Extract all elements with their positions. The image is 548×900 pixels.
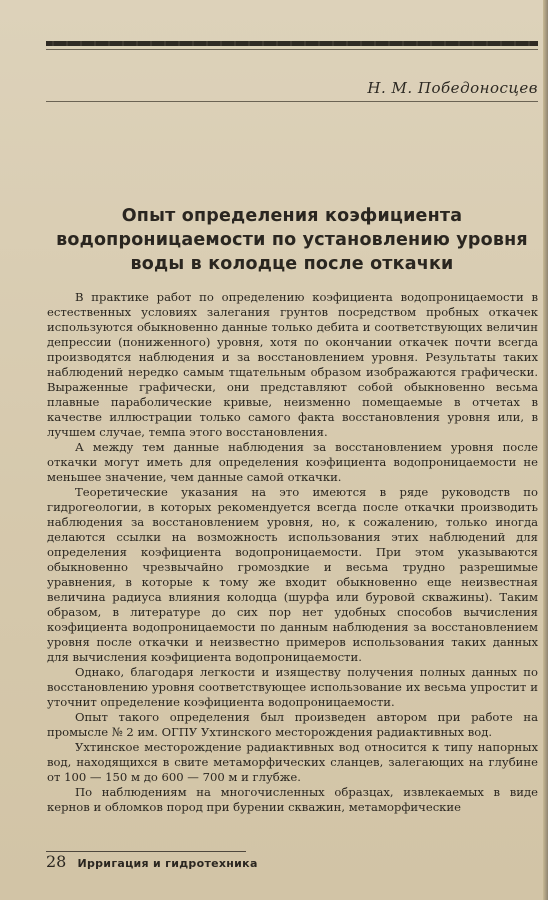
author-name: Н. М. Победоносцев <box>367 79 538 97</box>
paragraph: В практике работ по определению коэфициента водопроницаемости в естественных условиях залегания грунтов посредством пробных откачек используются обыкновенно данные только дебита и соответствующих величин депрессии (пониженного) уровня, хотя по окончании откачек почти всегда производятся наблюдения и за восстановлением уровня. Результаты таких наблюдений нередко самым тщательным образом изображаются графически. Выраженные графически, они представляют собой обыкновенно весьма плавные параболические кривые, неизменно помещаемые в отчетах в качестве иллюстрации только самого факта восстановления уровня или, в лучшем случае, темпа этого восстановления. <box>47 290 538 439</box>
paragraph: Однако, благодаря легкости и изяществу получения полных данных по восстановлению уровня соответствующее использование их весьма упростит и уточнит определение коэфициента водопроницаемости. <box>47 665 538 709</box>
article-title: Опыт определения коэфициента водопроницаемости по установлению уровня воды в колодце после откачки <box>56 206 528 274</box>
paragraph: Теоретические указания на это имеются в ряде руководств по гидрогеологии, в которых рекомендуется всегда после откачки производить наблюдения за восстановлением уровня, но, к сожалению, только иногда делаются ссылки на возможность использования этих наблюдений для определения коэфициента водопроницаемости. При этом указываются обыкновенно чрезвычайно громоздкие и весьма трудно разрешимые уравнения, в которые к тому же входит обыкновенно еще неизвестная величина радиуса влияния колодца (шурфа или буровой скважины). Таким образом, в литературе до сих пор нет удобных способов вычисления коэфициента водопроницаемости по данным наблюдения за восстановлением уровня после откачки и неизвестно примеров использования таких данных для вычисления коэфициента водопроницаемости. <box>47 485 538 664</box>
page-number: 28 <box>46 852 67 871</box>
header-rule <box>46 41 538 46</box>
page-edge-shadow <box>543 0 548 900</box>
author-rule <box>46 101 538 102</box>
journal-name: Ирригация и гидротехника <box>77 857 258 870</box>
paragraph: Опыт такого определения был произведен автором при работе на промысле № 2 им. ОГПУ Ухтинского месторождения радиактивных вод. <box>47 710 538 739</box>
article-body <box>47 290 538 815</box>
paragraph: А между тем данные наблюдения за восстановлением уровня после откачки могут иметь для определения коэфициента водопроницаемости не меньшее значение, чем данные самой откачки. <box>47 440 538 484</box>
paragraph: Ухтинское месторождение радиактивных вод относится к типу напорных вод, находящихся в свите метаморфических сланцев, залегающих на глубине от 100 — 150 м до 600 — 700 м и глубже. <box>47 740 538 784</box>
paragraph: По наблюдениям на многочисленных образцах, извлекаемых в виде кернов и обломков пород при бурении скважин, метаморфические <box>47 785 538 814</box>
header-rule-thin <box>46 49 538 50</box>
page-footer <box>46 852 258 871</box>
